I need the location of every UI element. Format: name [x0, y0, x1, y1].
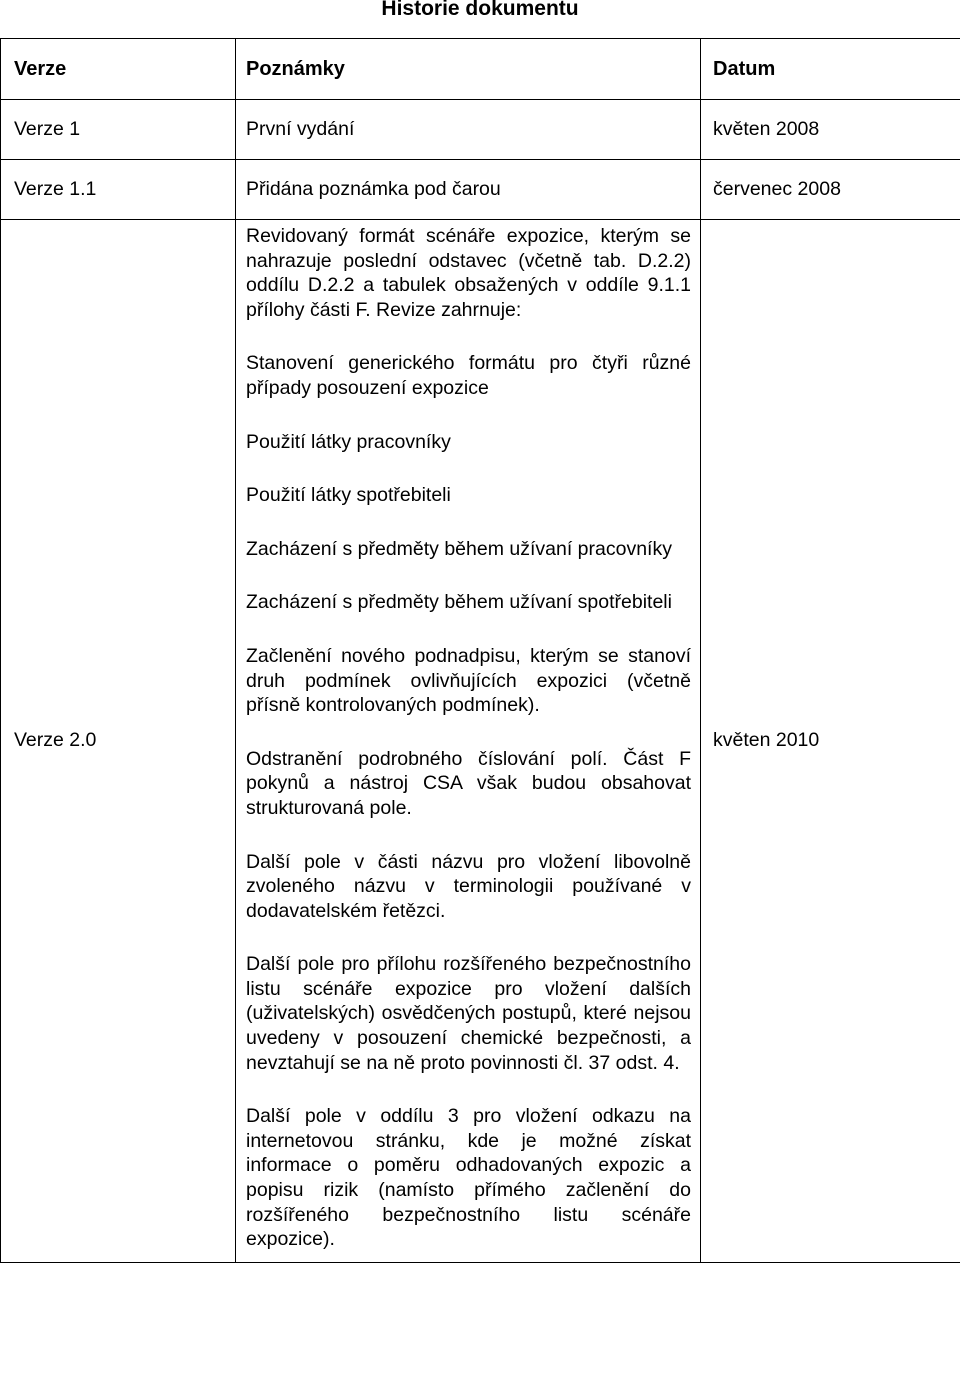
version-cell: Verze 1 — [1, 100, 236, 160]
version-cell: Verze 2.0 — [1, 220, 236, 1263]
date-cell: květen 2008 — [701, 100, 960, 160]
note-cell: První vydání — [236, 100, 701, 160]
note-cell — [236, 220, 701, 1263]
note-paragraph: Zacházení s předměty během užívaní pracovníky — [246, 537, 672, 560]
document-title: Historie dokumentu — [381, 0, 579, 20]
note-paragraph: Další pole pro přílohu rozšířeného bezpečnostního listu scénáře expozice pro vložení dalších (uživatelských) osvědčených postupů, které nejsou uvedeny v posouzení chemické bezpečnosti, a nevztahují se na ně proto povinnosti čl. 37 odst. 4. — [246, 953, 691, 1074]
date-cell: červenec 2008 — [701, 160, 960, 220]
note-paragraph: Další pole v části názvu pro vložení libovolně zvoleného názvu v terminologii používané v dodavatelském řetězci. — [246, 850, 691, 922]
header-notes: Poznámky — [236, 39, 701, 100]
table-header-row — [1, 39, 960, 100]
note-paragraph: Další pole v oddílu 3 pro vložení odkazu na internetovou stránku, kde je možné získat informace o poměru odhadovaných expozic a popisu rizik (namísto přímého začlenění do rozšířeného bezpečnostního listu scénáře expozice). — [246, 1105, 691, 1251]
table-row — [1, 220, 960, 1263]
table-row — [1, 160, 960, 220]
note-paragraph: Zacházení s předměty během užívaní spotřebiteli — [246, 591, 672, 614]
note-paragraph: Stanovení generického formátu pro čtyři různé případy posouzení expozice — [246, 352, 691, 399]
date-cell: květen 2010 — [701, 220, 960, 1263]
version-cell: Verze 1.1 — [1, 160, 236, 220]
table-row — [1, 100, 960, 160]
note-paragraph: Použití látky pracovníky — [246, 430, 451, 453]
note-paragraph: Začlenění nového podnadpisu, kterým se stanoví druh podmínek ovlivňujících expozici (včetně přísně kontrolovaných podmínek). — [246, 644, 691, 717]
note-paragraph: Odstranění podrobného číslování polí. Část F pokynů a nástroj CSA však budou obsahovat strukturovaná pole. — [246, 747, 691, 819]
header-version: Verze — [1, 39, 236, 100]
document-history-table — [0, 38, 960, 1263]
note-paragraph: Revidovaný formát scénáře expozice, kterým se nahrazuje poslední odstavec (včetně tab. D.2.2) oddílu D.2.2 a tabulek obsažených v oddíle 9.1.1 přílohy části F. Revize zahrnuje: — [246, 225, 691, 321]
header-date: Datum — [701, 39, 960, 100]
note-paragraph: Použití látky spotřebiteli — [246, 484, 451, 507]
note-cell: Přidána poznámka pod čarou — [236, 160, 701, 220]
